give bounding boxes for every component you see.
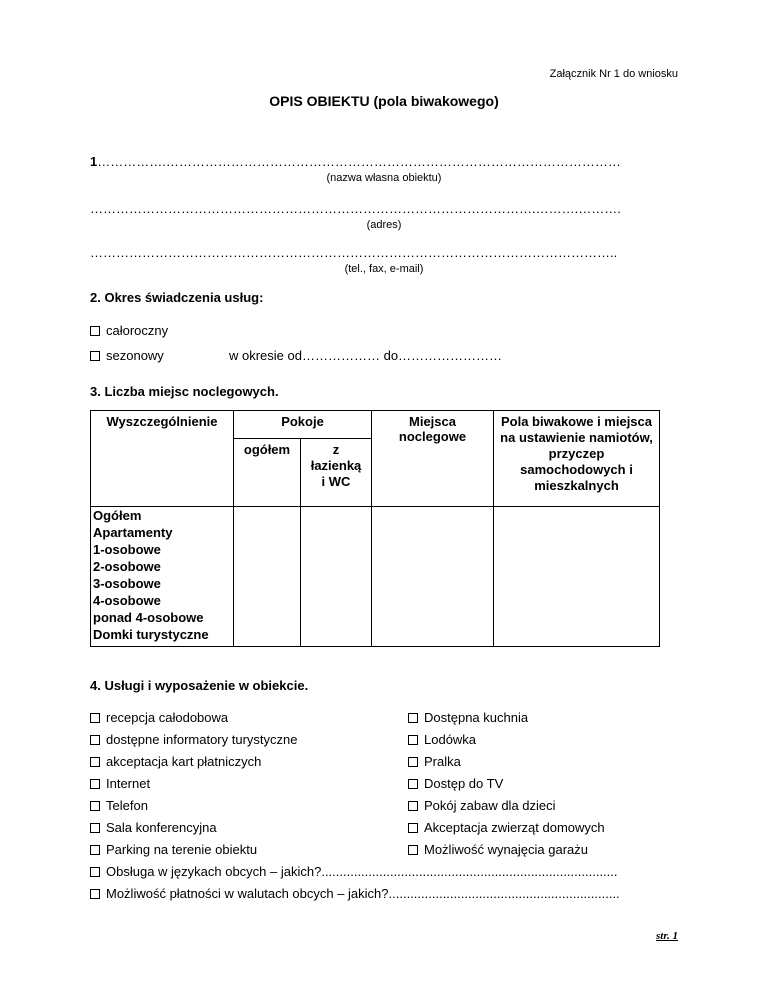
- checkbox-icon[interactable]: [90, 845, 100, 855]
- section-3-heading: 3. Liczba miejsc noclegowych.: [90, 384, 279, 399]
- service-item[interactable]: Dostęp do TV: [408, 776, 503, 791]
- col-beds: Miejsca noclegowe: [372, 411, 494, 507]
- row-label: 3-osobowe: [93, 576, 161, 591]
- address-caption: (adres): [366, 219, 402, 231]
- service-item[interactable]: Pralka: [408, 754, 461, 769]
- checkbox-icon[interactable]: [408, 713, 418, 723]
- page-number: str. 1: [655, 930, 678, 942]
- season-period[interactable]: w okresie od……………… do……………………: [229, 348, 503, 363]
- rooms-total-input[interactable]: [234, 507, 301, 647]
- service-item[interactable]: recepcja całodobowa: [90, 710, 228, 725]
- checkbox-icon[interactable]: [408, 735, 418, 745]
- row-labels-cell: [91, 507, 234, 647]
- option-seasonal-label: sezonowy: [106, 348, 164, 363]
- section-2-heading: 2. Okres świadczenia usług:: [90, 290, 264, 305]
- service-item[interactable]: Lodówka: [408, 732, 476, 747]
- accommodation-table: [90, 410, 660, 647]
- section-1-number: 1: [90, 154, 98, 169]
- checkbox-icon[interactable]: [408, 823, 418, 833]
- checkbox-icon[interactable]: [90, 779, 100, 789]
- page-title: OPIS OBIEKTU (pola biwakowego): [269, 93, 499, 109]
- contact-field[interactable]: …………………………………………………………………………………………………………..: [90, 245, 618, 260]
- row-label: 1-osobowe: [93, 542, 161, 557]
- checkbox-icon[interactable]: [90, 735, 100, 745]
- service-item[interactable]: Parking na terenie obiektu: [90, 842, 257, 857]
- object-name-caption: (nazwa własna obiektu): [326, 172, 442, 184]
- section-4-heading: 4. Usługi i wyposażenie w obiekcie.: [90, 678, 309, 693]
- checkbox-icon[interactable]: [408, 779, 418, 789]
- service-item[interactable]: Telefon: [90, 798, 148, 813]
- checkbox-icon[interactable]: [90, 823, 100, 833]
- service-item[interactable]: akceptacja kart płatniczych: [90, 754, 261, 769]
- service-item[interactable]: Dostępna kuchnia: [408, 710, 528, 725]
- col-specification: Wyszczególnienie: [91, 411, 234, 507]
- checkbox-icon[interactable]: [408, 845, 418, 855]
- service-item[interactable]: Akceptacja zwierząt domowych: [408, 820, 605, 835]
- row-label: 4-osobowe: [93, 593, 161, 608]
- service-item[interactable]: Pokój zabaw dla dzieci: [408, 798, 556, 813]
- checkbox-icon[interactable]: [90, 757, 100, 767]
- row-label: ponad 4-osobowe: [93, 610, 204, 625]
- service-item[interactable]: Sala konferencyjna: [90, 820, 217, 835]
- checkbox-icon[interactable]: [90, 351, 100, 361]
- foreign-currencies-field[interactable]: Możliwość płatności w walutach obcych – jakich?................................................................: [90, 886, 680, 901]
- checkbox-icon[interactable]: [408, 801, 418, 811]
- service-item[interactable]: dostępne informatory turystyczne: [90, 732, 297, 747]
- rooms-bathroom-input[interactable]: [301, 507, 372, 647]
- service-item[interactable]: Internet: [90, 776, 150, 791]
- row-label: Domki turystyczne: [93, 627, 209, 642]
- option-year-round[interactable]: [90, 323, 168, 338]
- checkbox-icon[interactable]: [90, 801, 100, 811]
- checkbox-icon[interactable]: [90, 713, 100, 723]
- col-rooms-total: ogółem: [234, 439, 301, 507]
- option-seasonal[interactable]: [90, 348, 164, 363]
- address-field[interactable]: ………………………………………………………………………………………….……….……….: [90, 201, 621, 216]
- col-rooms: Pokoje: [234, 411, 372, 439]
- service-item[interactable]: Możliwość wynajęcia garażu: [408, 842, 588, 857]
- checkbox-icon[interactable]: [90, 867, 100, 877]
- col-rooms-bathroom: z łazienką i WC: [301, 439, 372, 507]
- checkbox-icon[interactable]: [90, 889, 100, 899]
- option-year-round-label: całoroczny: [106, 323, 169, 338]
- foreign-languages-field[interactable]: Obsługa w językach obcych – jakich?..................................................................................: [90, 864, 680, 879]
- beds-input[interactable]: [372, 507, 494, 647]
- checkbox-icon[interactable]: [408, 757, 418, 767]
- col-camping-places: Pola biwakowe i miejsca na ustawienie namiotów, przyczep samochodowych i mieszkalnych: [494, 411, 660, 507]
- row-label: Ogółem: [93, 508, 142, 523]
- attachment-note: Załącznik Nr 1 do wniosku: [549, 68, 678, 80]
- object-name-dots: …………….……………………………………………………………………………………………: [97, 154, 621, 169]
- camping-places-input[interactable]: [494, 507, 660, 647]
- row-label: 2-osobowe: [93, 559, 161, 574]
- object-name-field[interactable]: [90, 154, 680, 169]
- row-label: Apartamenty: [93, 525, 173, 540]
- checkbox-icon[interactable]: [90, 326, 100, 336]
- contact-caption: (tel., fax, e-mail): [344, 263, 424, 275]
